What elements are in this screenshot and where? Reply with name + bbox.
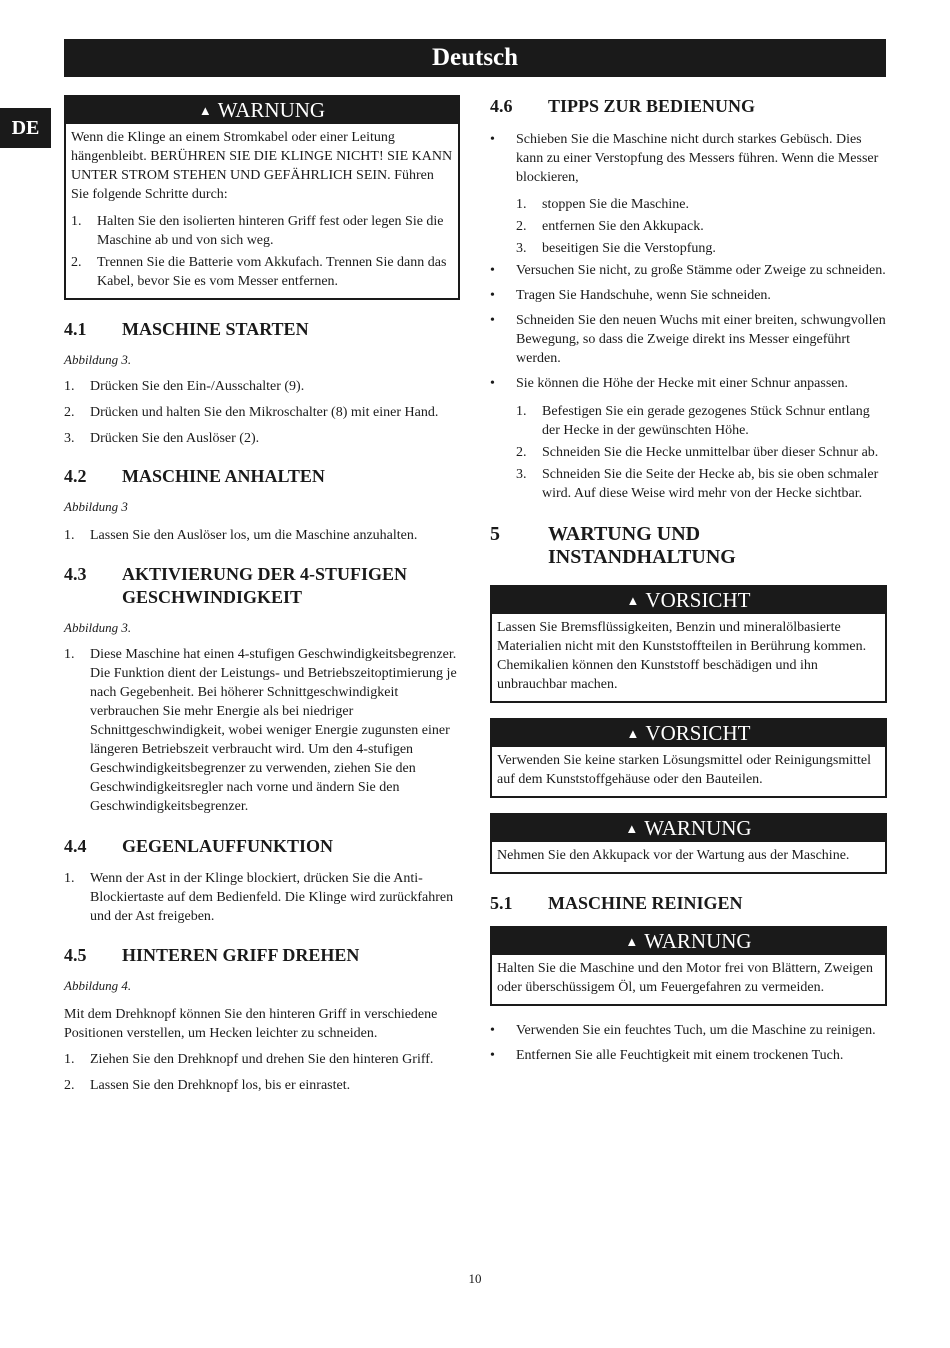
list-item: 1. stoppen Sie die Maschine.	[516, 197, 689, 212]
list-item: 2. Schneiden Sie die Hecke unmittelbar über dieser Schnur ab.	[516, 445, 879, 460]
tips-list-continued	[490, 261, 887, 393]
list-item: 1. Ziehen Sie den Drehknopf und drehen Sie den hinteren Griff.	[64, 1052, 434, 1067]
list-item: 1. Diese Maschine hat einen 4-stufigen Geschwindigkeitsbegrenzer. Die Funktion dient der Leistungs- und Betriebszeitoptimierung je nach Gegebenheit. Bei höherer Schnittgeschwindigkeit verbrauchen Sie mehr Energie als bei niedriger Schnittgeschwindigkeit, wobei weniger Energie zugunsten einer längeren Betriebszeit verbraucht wird. Um den 4-stufigen Geschwindigkeitsbegrenzer zu verwenden, ziehen Sie den Geschwindigkeitsregler nach vorne und ändern Sie den Geschwindigkeitsbegrenzer.	[64, 647, 457, 814]
caution-box-header	[492, 587, 885, 614]
tips-sublist-string	[516, 402, 887, 503]
warning-box-header	[66, 97, 458, 124]
page-header-title: Deutsch	[64, 39, 886, 77]
section-heading-4-3: 4.3 AKTIVIERUNG DER 4-STUFIGEN GESCHWINDIGKEIT	[64, 564, 408, 607]
list-item: • Sie können die Höhe der Hecke mit einer Schnur anpassen.	[490, 376, 849, 391]
bullet-icon: •	[490, 1048, 495, 1063]
caution-box-title: VORSICHT	[645, 588, 751, 612]
language-tab: DE	[0, 108, 51, 148]
bullet-icon: •	[490, 1023, 495, 1038]
caution-box-chemicals	[490, 585, 887, 703]
warning-triangle-icon: ▲	[625, 821, 639, 836]
list-item: 2. entfernen Sie den Akkupack.	[516, 219, 704, 234]
section-heading-5: 5 WARTUNG UND INSTANDHALTUNG	[490, 523, 736, 568]
warning-box-cable	[64, 95, 460, 300]
steps-4-4	[64, 869, 460, 926]
section-heading-4-6: 4.6 TIPPS ZUR BEDIENUNG	[490, 96, 756, 116]
section-4-5-intro: Mit dem Drehknopf können Sie den hinteren Griff in verschiedene Positionen verstellen, um Hecken leichter zu schneiden.	[64, 1007, 438, 1041]
list-item: • Tragen Sie Handschuhe, wenn Sie schneiden.	[490, 288, 771, 303]
left-column	[64, 95, 460, 1095]
section-heading-4-1: 4.1 MASCHINE STARTEN	[64, 319, 309, 339]
list-item: 1. Drücken Sie den Ein-/Ausschalter (9).	[64, 379, 305, 394]
bullet-icon: •	[490, 288, 495, 303]
caution-box-text: Verwenden Sie keine starken Lösungsmittel oder Reinigungsmittel auf dem Kunststoffgehäuse oder den Bauteilen.	[497, 753, 872, 787]
warning-box-fire	[490, 926, 887, 1006]
figure-reference: Abbildung 4.	[64, 978, 132, 993]
steps-4-3	[64, 645, 460, 816]
bullet-icon: •	[490, 313, 495, 328]
list-item: 2. Trennen Sie die Batterie vom Akkufach. Trennen Sie dann das Kabel, bevor Sie es vom Messer entfernen.	[71, 255, 447, 289]
tips-list	[490, 130, 887, 187]
caution-box-title: VORSICHT	[645, 721, 751, 745]
caution-box-text: Lassen Sie Bremsflüssigkeiten, Benzin und mineralölbasierte Materialien nicht mit den Kunststoffteilen in Berührung kommen. Chemikalien können den Kunststoff beschädigen und ihn unbrauchbar machen.	[497, 620, 867, 692]
warning-box-header	[492, 928, 885, 955]
cleaning-list	[490, 1021, 887, 1065]
list-item: 3. Drücken Sie den Auslöser (2).	[64, 431, 260, 446]
figure-reference: Abbildung 3	[64, 499, 128, 514]
figure-reference: Abbildung 3.	[64, 352, 132, 367]
warning-box-header	[492, 815, 885, 842]
warning-box-battery	[490, 813, 887, 874]
warning-triangle-icon: ▲	[626, 593, 640, 608]
warning-box-title: WARNUNG	[644, 816, 752, 840]
list-item: 3. beseitigen Sie die Verstopfung.	[516, 241, 716, 256]
caution-box-header	[492, 720, 885, 747]
list-item: 2. Lassen Sie den Drehknopf los, bis er einrastet.	[64, 1078, 351, 1093]
list-item: 1. Halten Sie den isolierten hinteren Griff fest oder legen Sie die Maschine ab und von sich weg.	[71, 214, 444, 248]
warning-box-steps	[71, 212, 453, 291]
page-number: 10	[468, 1271, 482, 1286]
warning-box-intro: Wenn die Klinge an einem Stromkabel oder einer Leitung hängenbleibt. BERÜHREN SIE DIE KLINGE NICHT! SIE KANN UNTER STROM STEHEN UND GEFÄHRLICH SEIN. Führen Sie folgende Schritte durch:	[71, 130, 453, 202]
list-item: 1. Wenn der Ast in der Klinge blockiert, drücken Sie die Anti-Blockiertaste auf dem Bedienfeld. Die Klinge wird zurückfahren und der Ast freigeben.	[64, 871, 454, 924]
caution-box-solvents	[490, 718, 887, 798]
section-heading-4-2: 4.2 MASCHINE ANHALTEN	[64, 466, 325, 486]
section-heading-4-5: 4.5 HINTEREN GRIFF DREHEN	[64, 945, 360, 965]
list-item: 2. Drücken und halten Sie den Mikroschalter (8) mit einer Hand.	[64, 405, 439, 420]
warning-box-title: WARNUNG	[644, 929, 752, 953]
steps-4-5	[64, 1050, 460, 1095]
warning-triangle-icon: ▲	[198, 103, 212, 118]
warning-triangle-icon: ▲	[626, 726, 640, 741]
list-item: 3. Schneiden Sie die Seite der Hecke ab, bis sie oben schmaler wird. Auf diese Weise wird mehr von der Hecke sichtbar.	[516, 467, 879, 501]
list-item: 1. Befestigen Sie ein gerade gezogenes Stück Schnur entlang der Hecke in der gewünschten Höhe.	[516, 404, 870, 438]
warning-box-title: WARNUNG	[217, 98, 326, 122]
bullet-icon: •	[490, 263, 495, 278]
bullet-icon: •	[490, 132, 495, 147]
list-item: 1. Lassen Sie den Auslöser los, um die Maschine anzuhalten.	[64, 528, 418, 543]
list-item: • Versuchen Sie nicht, zu große Stämme oder Zweige zu schneiden.	[490, 263, 886, 278]
list-item: • Entfernen Sie alle Feuchtigkeit mit einem trockenen Tuch.	[490, 1048, 844, 1063]
list-item: • Verwenden Sie ein feuchtes Tuch, um die Maschine zu reinigen.	[490, 1023, 876, 1038]
steps-4-1	[64, 377, 460, 448]
tips-sublist-clog	[516, 195, 887, 258]
warning-box-text: Halten Sie die Maschine und den Motor frei von Blättern, Zweigen oder überschüssigem Öl, um Feuergefahren zu vermeiden.	[497, 961, 873, 995]
section-heading-4-4: 4.4 GEGENLAUFFUNKTION	[64, 836, 334, 856]
warning-triangle-icon: ▲	[625, 934, 639, 949]
section-heading-5-1: 5.1 MASCHINE REINIGEN	[490, 893, 743, 913]
list-item: • Schieben Sie die Maschine nicht durch starkes Gebüsch. Dies kann zu einer Verstopfung des Messers führen. Wenn die Messer blockieren,	[490, 132, 879, 185]
bullet-icon: •	[490, 376, 495, 391]
figure-reference: Abbildung 3.	[64, 620, 132, 635]
right-column	[490, 95, 887, 1065]
steps-4-2	[64, 526, 460, 545]
list-item: • Schneiden Sie den neuen Wuchs mit einer breiten, schwungvollen Bewegung, so dass die Zweige direkt ins Messer eingeführt werden.	[490, 313, 886, 366]
warning-box-text: Nehmen Sie den Akkupack vor der Wartung aus der Maschine.	[497, 848, 850, 863]
